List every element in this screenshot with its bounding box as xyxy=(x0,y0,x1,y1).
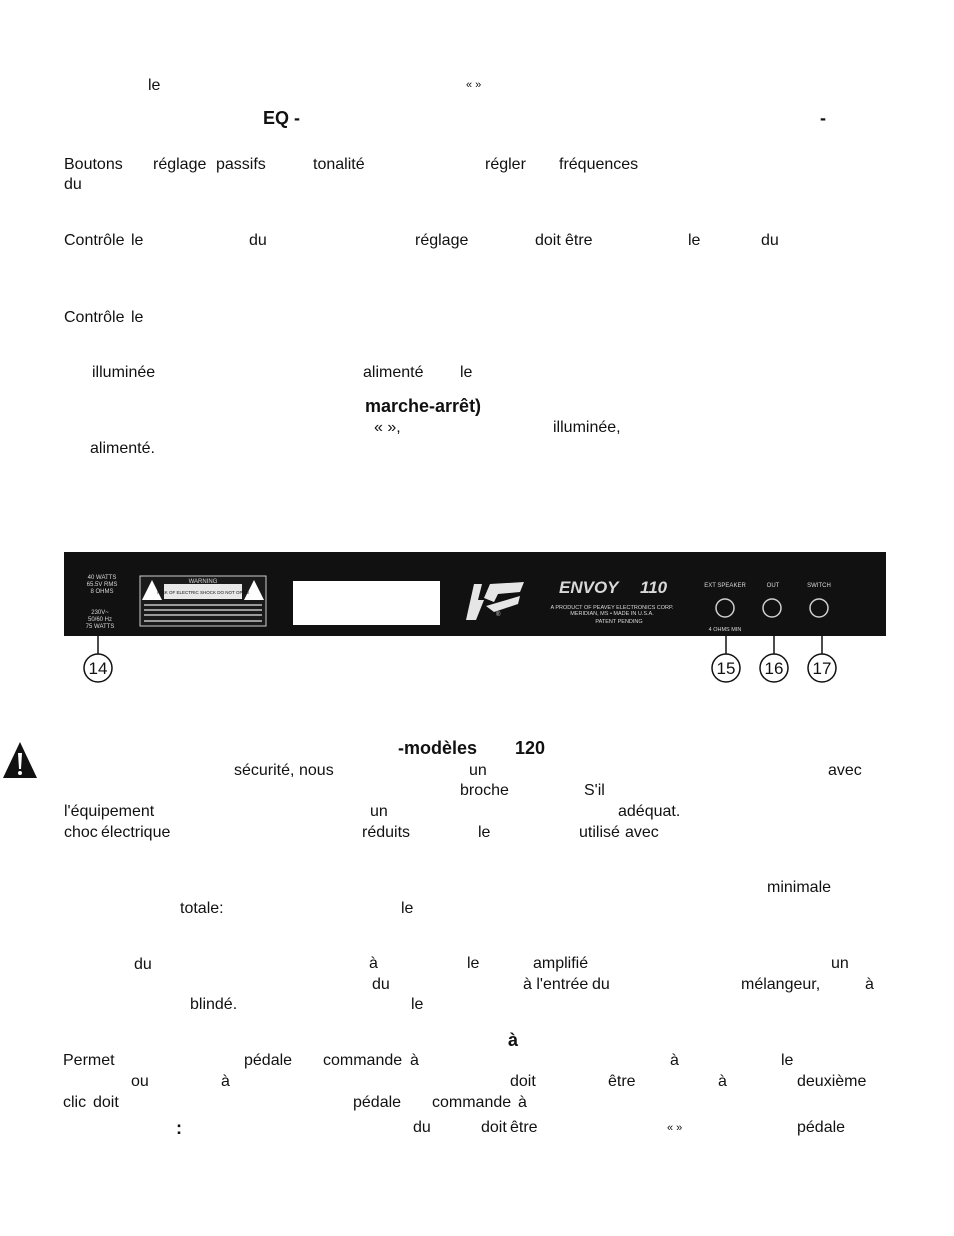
word: clic xyxy=(63,1094,87,1111)
power-spec: 75 WATTS xyxy=(85,624,115,630)
ohms-min-label: 4 OHMS MIN xyxy=(708,627,742,633)
spec-line: 40 WATTS xyxy=(87,575,117,581)
word: adéquat. xyxy=(618,803,681,820)
heading-dash: - xyxy=(820,108,826,128)
word: doit xyxy=(510,1073,536,1090)
callout-number: 14 xyxy=(88,659,108,678)
warning-title: WARNING xyxy=(188,579,218,585)
word: minimale xyxy=(767,879,832,896)
quote-marks: « » xyxy=(466,79,482,91)
word: deuxième xyxy=(797,1073,867,1090)
word: illuminée, xyxy=(553,419,621,436)
word: pédale xyxy=(797,1119,846,1136)
word: amplifié xyxy=(533,955,589,972)
maker-line: MERIDIAN, MS • MADE IN U.S.A. xyxy=(570,611,654,617)
maker-line: A PRODUCT OF PEAVEY ELECTRONICS CORP. xyxy=(550,605,674,611)
warning-label xyxy=(140,576,266,626)
word: à l'entrée xyxy=(523,976,589,993)
power-spec: 230V~ xyxy=(91,610,109,616)
word: avec xyxy=(828,762,862,779)
safety-heading: -modèles xyxy=(398,738,478,758)
word: pédale xyxy=(244,1052,293,1069)
word: doit xyxy=(481,1119,507,1136)
word: broche xyxy=(460,782,509,799)
word: du xyxy=(592,976,610,993)
power-spec: 50/60 Hz xyxy=(87,617,113,623)
word: à xyxy=(518,1094,527,1111)
word: mélangeur, xyxy=(741,976,821,993)
word: à xyxy=(369,955,378,972)
word: du xyxy=(134,956,152,973)
word: électrique xyxy=(101,824,171,841)
word: un xyxy=(370,803,388,820)
word: être xyxy=(608,1073,636,1090)
colon: : xyxy=(176,1118,182,1138)
word: le xyxy=(467,955,480,972)
callout-number: 17 xyxy=(812,659,832,678)
word: à xyxy=(865,976,874,993)
word: S'il xyxy=(584,782,605,799)
word: être xyxy=(565,232,593,249)
word: utilisé xyxy=(579,824,620,841)
word: pédale xyxy=(353,1094,402,1111)
word: Contrôle xyxy=(64,232,125,249)
word: commande xyxy=(432,1094,512,1111)
spec-line: 65.5V RMS xyxy=(86,582,118,588)
jack-label: OUT xyxy=(766,583,780,589)
word: à xyxy=(410,1052,419,1069)
word: être xyxy=(510,1119,538,1136)
callout-15 xyxy=(712,636,740,682)
word: réglage xyxy=(153,156,207,173)
word: Permet xyxy=(63,1052,115,1069)
word: le xyxy=(460,364,473,381)
text-le: le xyxy=(148,77,161,94)
word: le xyxy=(401,900,414,917)
quote-marks: « » xyxy=(667,1122,683,1134)
word: à xyxy=(718,1073,727,1090)
word: le xyxy=(131,232,144,249)
word: le xyxy=(478,824,491,841)
jack-label: EXT SPEAKER xyxy=(704,583,746,589)
word: doit xyxy=(535,232,561,249)
callout-17 xyxy=(808,636,836,682)
quote-marks: « », xyxy=(374,419,401,436)
word: du xyxy=(413,1119,431,1136)
callout-16 xyxy=(760,636,788,682)
model-name: ENVOY xyxy=(559,578,619,597)
word: un xyxy=(831,955,849,972)
warning-triangle-icon xyxy=(2,740,38,780)
warning-sub: RISK OF ELECTRIC SHOCK DO NOT OPEN xyxy=(157,590,249,595)
callout-number: 16 xyxy=(764,659,784,678)
word: du xyxy=(372,976,390,993)
subheading-a: à xyxy=(508,1030,519,1050)
word: l'équipement xyxy=(64,803,155,820)
word: choc xyxy=(64,824,98,841)
word: totale: xyxy=(180,900,224,917)
word: avec xyxy=(625,824,659,841)
switch-heading: marche-arrêt) xyxy=(365,396,482,416)
word: commande xyxy=(323,1052,403,1069)
word: du xyxy=(761,232,779,249)
word: alimenté. xyxy=(90,440,155,457)
word: le xyxy=(131,309,144,326)
registered-mark: ® xyxy=(496,612,501,618)
out-jack[interactable] xyxy=(763,599,781,617)
section-heading-eq: EQ - xyxy=(263,108,301,128)
word: passifs xyxy=(216,156,266,173)
word: fréquences xyxy=(559,156,639,173)
rear-panel-svg xyxy=(64,552,886,684)
word: le xyxy=(411,996,424,1013)
word: régler xyxy=(485,156,526,173)
word: du xyxy=(64,176,82,193)
word: nous xyxy=(299,762,334,779)
word: ou xyxy=(131,1073,149,1090)
jack-label: SWITCH xyxy=(807,583,831,589)
word: tonalité xyxy=(313,156,365,173)
word: réglage xyxy=(415,232,469,249)
maker-line: PATENT PENDING xyxy=(595,619,643,625)
word: à xyxy=(670,1052,679,1069)
word: doit xyxy=(93,1094,119,1111)
ext-speaker-jack[interactable] xyxy=(716,599,734,617)
word: illuminée xyxy=(92,364,156,381)
serial-plate xyxy=(293,581,440,625)
word: le xyxy=(688,232,701,249)
safety-heading-number: 120 xyxy=(515,738,546,758)
word: du xyxy=(249,232,267,249)
callout-14 xyxy=(84,636,112,682)
word: le xyxy=(781,1052,794,1069)
callout-number: 15 xyxy=(716,659,736,678)
word: à xyxy=(221,1073,230,1090)
word: Contrôle xyxy=(64,309,125,326)
word: un xyxy=(469,762,487,779)
word: alimenté xyxy=(363,364,424,381)
switch-jack[interactable] xyxy=(810,599,828,617)
spec-line: 8 OHMS xyxy=(90,589,114,595)
word: blindé. xyxy=(190,996,238,1013)
model-number: 110 xyxy=(640,578,668,597)
word: réduits xyxy=(362,824,411,841)
word: Boutons xyxy=(64,156,123,173)
word: sécurité, xyxy=(234,762,295,779)
rear-panel-figure xyxy=(64,552,886,684)
